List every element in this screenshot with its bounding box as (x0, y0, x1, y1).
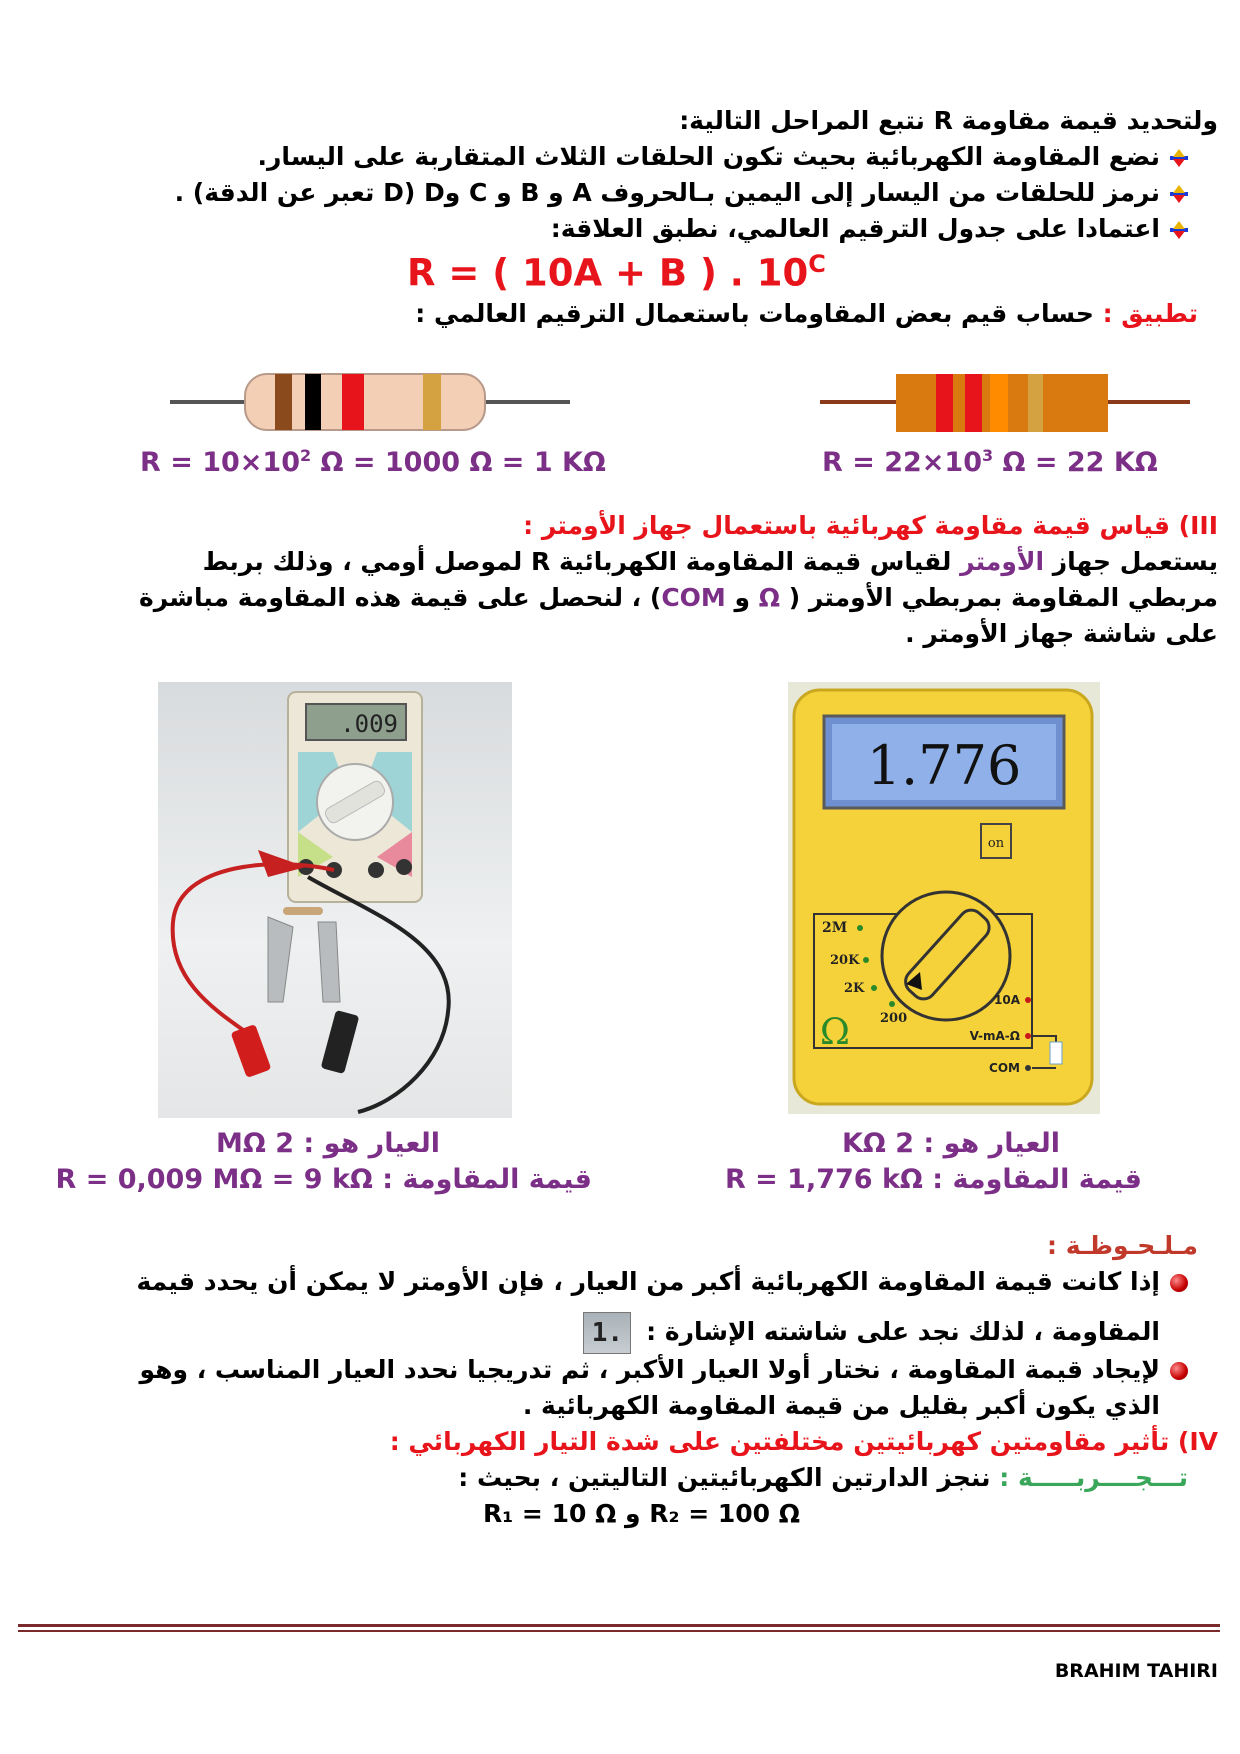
formula-main: R = ( 10A + B ) . 10 (407, 251, 809, 295)
experiment-label: تـــجــــربـــــة : (999, 1463, 1188, 1492)
meter-right-caption2: قيمة المقاومة : R = 1,776 kΩ (724, 1164, 1142, 1195)
range-label: 20K (830, 953, 860, 968)
application-text: حساب قيم بعض المقاومات باستعمال الترقيم العالمي : (415, 299, 1094, 328)
intro-bullet-2: نرمز للحلقات من اليسار إلى اليمين بـالحروف A و B و C وD (D تعبر عن الدقة) . (174, 178, 1160, 207)
caption-exponent: 3 (981, 446, 994, 465)
para-text: ) ، لنحصل على قيمة هذه المقاومة مباشرة (139, 583, 662, 612)
section3-para-line2 (139, 580, 1218, 616)
omega-icon: Ω (820, 1012, 850, 1053)
footer-rule-top (18, 1624, 1220, 1627)
resistor-band (423, 374, 441, 430)
resistor-right (820, 372, 1190, 444)
arrow-bullet-icon (1170, 149, 1188, 167)
para-text: مربطي المقاومة بمربطي الأومتر ( (780, 583, 1218, 612)
port-label: V-mA-Ω (969, 1029, 1020, 1043)
meter-right-caption1: العيار هو : 2 KΩ (841, 1128, 1060, 1159)
footer-rule-bottom (18, 1630, 1220, 1632)
note-bullet-2-line2: الذي يكون أكبر بقليل من قيمة المقاومة الكهربائية . (522, 1391, 1160, 1420)
multimeter-photo-left (158, 682, 512, 1118)
note-bullet-2-line1: لإيجاد قيمة المقاومة ، نختار أولا العيار الأكبر ، ثم تدريجيا نحدد العيار المناسب ، وهو (139, 1355, 1160, 1384)
lcd-value: 1.776 (866, 734, 1022, 797)
multimeter-drawing-right (788, 682, 1100, 1114)
footer-author: BRAHIM TAHIRI (1054, 1660, 1218, 1682)
resistor-left (170, 368, 570, 448)
resistor-band (990, 374, 1008, 432)
application-line (415, 296, 1198, 332)
red-dot-bullet-icon (1170, 1274, 1188, 1292)
range-label: 200 (880, 1011, 908, 1026)
arrow-bullet-icon (1170, 221, 1188, 239)
list-item (258, 139, 1188, 175)
experiment-line (458, 1460, 1188, 1496)
note-text: المقاومة ، لذلك نجد على شاشته الإشارة : (646, 1317, 1160, 1346)
note-bullet-1-line2 (583, 1312, 1160, 1354)
resistor-left-caption (140, 446, 606, 478)
resistor-right-caption (822, 446, 1158, 478)
intro-heading: ولتحديد قيمة مقاومة R نتبع المراحل التالية: (679, 106, 1218, 135)
lcd-value: .009 (340, 710, 398, 738)
on-label: on (987, 836, 1005, 851)
section3-title: III) قياس قيمة مقاومة كهربائية باستعمال جهاز الأومتر : (523, 511, 1218, 540)
caption-exponent: 2 (299, 446, 312, 465)
section4-title: IV) تأثير مقاومتين كهربائيتين مختلفتين على شدة التيار الكهربائي : (389, 1427, 1218, 1456)
resistor-band (936, 374, 953, 432)
note-title: مـلـحـوظـة : (1047, 1231, 1198, 1260)
application-label: تطبيق : (1102, 299, 1198, 328)
caption-text: Ω = 1000 Ω = 1 KΩ (311, 447, 606, 478)
range-label: 2M (822, 920, 848, 936)
formula (407, 250, 826, 294)
formula-exponent: C (808, 250, 826, 278)
para-highlight: COM (661, 583, 726, 612)
caption-text: R = 22×10 (822, 447, 982, 478)
red-dot-bullet-icon (1170, 1362, 1188, 1380)
caption-text: R = 10×10 (140, 447, 300, 478)
experiment-text: ننجز الدارتين الكهربائيتين التاليتين ، بحيث : (458, 1463, 1000, 1492)
resistor-band (275, 374, 292, 430)
para-text: يستعمل جهاز (1044, 547, 1218, 576)
meter-left-caption2: قيمة المقاومة : R = 0,009 MΩ = 9 kΩ (55, 1164, 592, 1195)
resistance-values: R₂ = 100 Ω و R₁ = 10 Ω (483, 1499, 800, 1528)
meter-left-caption1: العيار هو : 2 MΩ (215, 1128, 440, 1159)
resistor-band (1028, 374, 1043, 432)
port-label: 10A (994, 993, 1020, 1007)
section3-para-line3: على شاشة جهاز الأومتر . (905, 619, 1218, 648)
caption-text: Ω = 22 KΩ (993, 447, 1158, 478)
resistor-band (965, 374, 982, 432)
intro-bullet-3: اعتمادا على جدول الترقيم العالمي، نطبق العلاقة: (550, 214, 1160, 243)
para-highlight: الأومتر (960, 547, 1045, 576)
list-item (137, 1264, 1188, 1300)
arrow-bullet-icon (1170, 185, 1188, 203)
lcd-overflow-sign: 1. (583, 1312, 631, 1354)
list-item (175, 175, 1188, 211)
note-bullet-1-line1: إذا كانت قيمة المقاومة الكهربائية أكبر من العيار ، فإن الأومتر لا يمكن أن يحدد قيمة (136, 1267, 1160, 1296)
list-item (551, 211, 1188, 247)
port-label: COM (989, 1061, 1020, 1075)
section3-para-line1 (22, 544, 1218, 580)
intro-bullet-1: نضع المقاومة الكهربائية بحيث تكون الحلقات الثلاث المتقاربة على اليسار. (257, 142, 1160, 171)
resistor-band (305, 374, 321, 430)
list-item (139, 1352, 1188, 1388)
para-text: لقياس قيمة المقاومة الكهربائية R لموصل أومي ، وذلك بربط (202, 547, 961, 576)
range-label: 2K (844, 981, 865, 996)
resistor-band (342, 374, 364, 430)
para-text: و (725, 583, 759, 612)
para-highlight: Ω (758, 583, 781, 612)
